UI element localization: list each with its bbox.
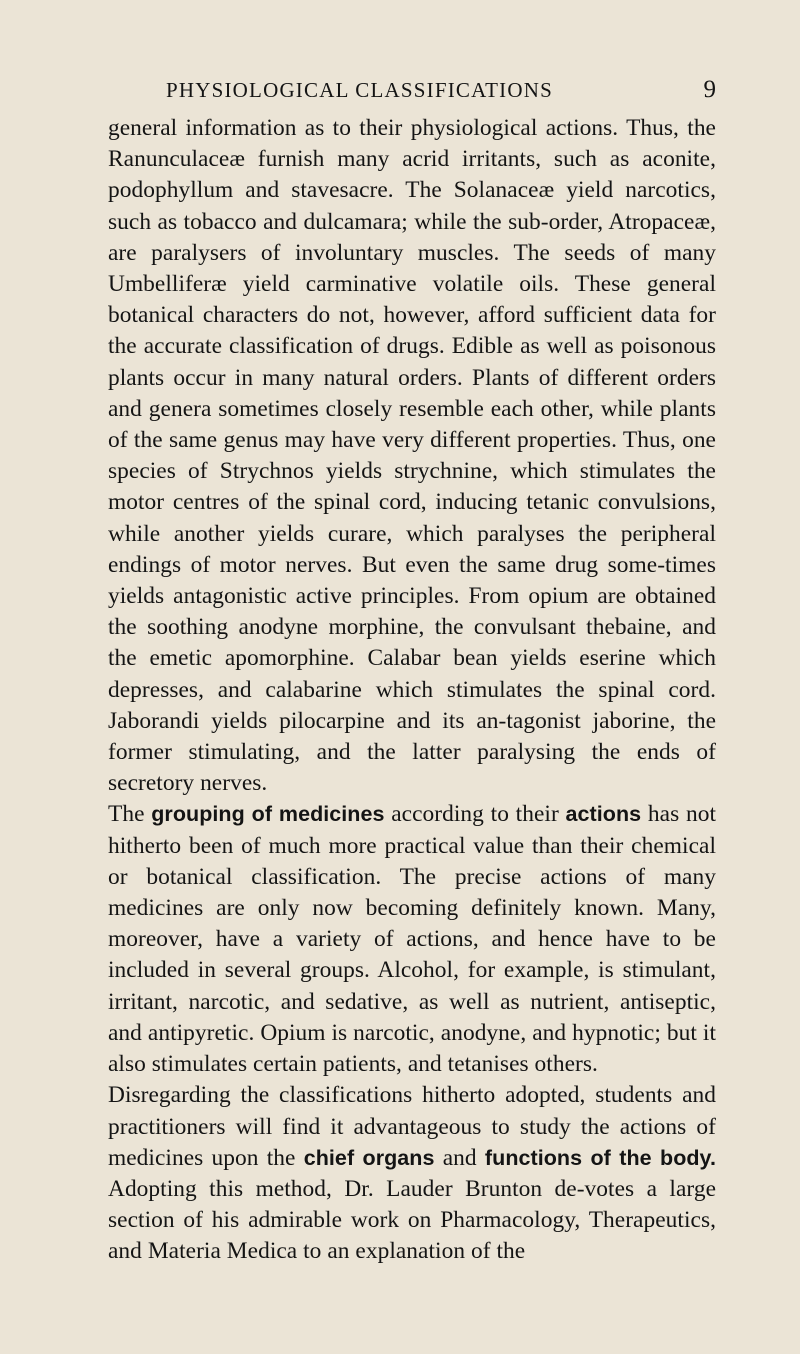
running-head	[0, 78, 800, 106]
page-number: 9	[703, 76, 716, 103]
paragraph-3-emphasis-functions: functions of the body.	[484, 1145, 716, 1170]
paragraph-2-rest: has not hitherto been of much more practical value than their chemical or botanical classification. The precise actions of many medicines are only now becoming definitely known. Many, moreover, have a variety of actions, and hence have to be included in several groups. Alcohol, for example, is stimulant, irritant, narcotic, and sedative, as well as nutrient, antiseptic, and antipyretic. Opium is narcotic, anodyne, and hypnotic; but it also stimulates certain patients, and tetanises others.	[108, 801, 716, 1078]
paragraph-3-lead: Disregarding the classifications hitherto adopted, students and practitioners will find it advantageous to study the actions of medicines upon the	[108, 1082, 716, 1171]
paragraph-2-middle: according to their	[384, 801, 566, 828]
paragraph-2-lead: The	[108, 801, 152, 828]
paragraph-3-middle: and	[434, 1144, 485, 1171]
running-title: PHYSIOLOGICAL CLASSIFICATIONS	[166, 78, 553, 102]
paragraph-3-rest: Adopting this method, Dr. Lauder Brunton de-votes a large section of his admirable work on Pharmacology, Therapeutics, and Materia Medica to an explanation of the	[108, 1175, 716, 1265]
paragraph-3-emphasis-organs: chief organs	[303, 1145, 435, 1170]
paragraph-3	[108, 1080, 716, 1267]
paragraph-2-emphasis-actions: actions	[565, 802, 642, 827]
paragraph-2-emphasis-grouping: grouping of medicines	[151, 802, 385, 827]
paragraph-1: general information as to their physiological actions. Thus, the Ranunculaceæ furnish many acrid irritants, such as aconite, podophyllum and stavesacre. The Solanaceæ yield narcotics, such as tobacco and dulcamara; while the sub-order, Atropaceæ, are paralysers of involuntary muscles. The seeds of many Umbelliferæ yield carminative volatile oils. These general botanical characters do not, however, afford sufficient data for the accurate classification of drugs. Edible as well as poisonous plants occur in many natural orders. Plants of different orders and genera sometimes closely resemble each other, while plants of the same genus may have very different properties. Thus, one species of Strychnos yields strychnine, which stimulates the motor centres of the spinal cord, inducing tetanic convulsions, while another yields curare, which paralyses the peripheral endings of motor nerves. But even the same drug some-times yields antagonistic active principles. From opium are obtained the soothing anodyne morphine, the convulsant thebaine, and the emetic apomorphine. Calabar bean yields eserine which depresses, and calabarine which stimulates the spinal cord. Jaborandi yields pilocarpine and its an-tagonist jaborine, the former stimulating, and the latter paralysing the ends of secretory nerves.	[108, 115, 716, 797]
paragraph-2	[108, 799, 716, 1080]
body-text	[108, 113, 716, 1268]
